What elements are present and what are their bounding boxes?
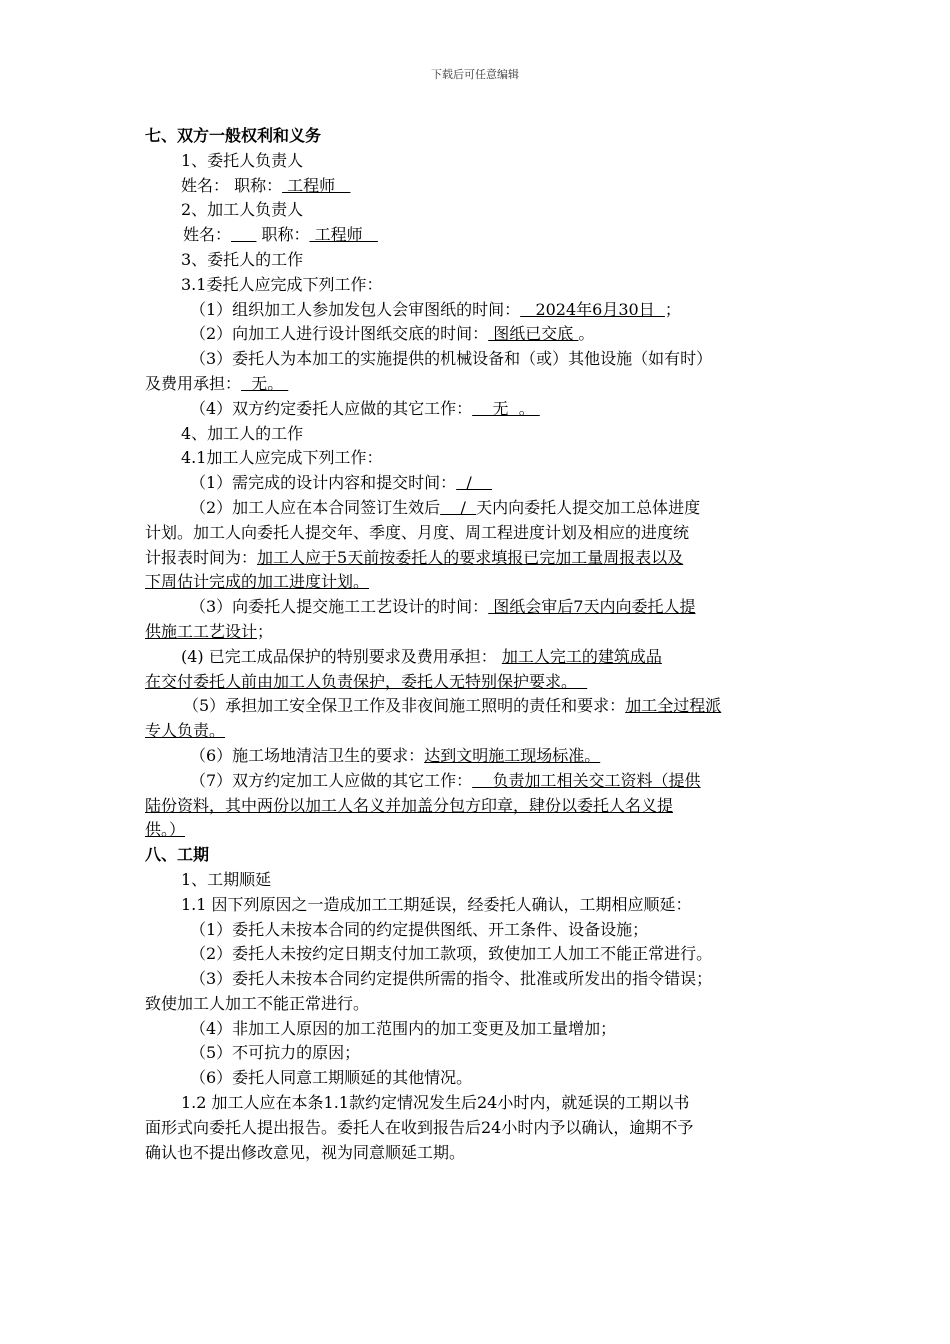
text-segment: （1）组织加工人参加发包人会审图纸的时间： [190,299,521,319]
text-segment: 3.1委托人应完成下列工作： [181,274,383,294]
text-segment: （2）向加工人进行设计图纸交底的时间： [190,324,489,344]
text-line [145,397,810,422]
text-line [145,471,810,496]
text-line [145,446,810,471]
text-segment: （1）委托人未按本合同的约定提供图纸、开工条件、设备设施； [190,919,649,939]
filled-value: 供施工工艺设计 [145,621,258,641]
filled-value: 图纸会审后7天内向委托人提 [488,597,696,617]
text-segment: 职称： [256,225,310,245]
text-line [145,794,810,819]
text-segment: （7）双方约定加工人应做的其它工作： [190,770,473,790]
text-line [145,570,810,595]
text-segment: 计报表时间为： [145,547,258,567]
text-segment: 姓名： [183,225,232,245]
text-segment: （2）委托人未按约定日期支付加工款项，致使加工人加工不能正常进行。 [190,944,713,964]
text-line [145,521,810,546]
text-segment: （4）双方约定委托人应做的其它工作： [190,398,473,418]
text-line [145,595,810,620]
text-line [145,496,810,521]
text-line [145,298,810,323]
text-line [145,769,810,794]
text-segment: 姓名： 职称： [181,175,283,195]
text-segment: 4、加工人的工作 [181,423,304,443]
text-line [145,992,810,1017]
text-segment: （6）委托人同意工期顺延的其他情况。 [190,1068,473,1088]
text-segment: 面形式向委托人提出报告。委托人在收到报告后24小时内予以确认，逾期不予 [145,1117,694,1137]
text-segment: 八、工期 [145,845,210,865]
filled-value: 陆份资料，其中两份以加工人名义并加盖分包方印章，肆份以委托人名义提 [145,795,674,815]
text-segment: 1、工期顺延 [181,869,272,889]
text-line [145,719,810,744]
text-line [145,818,810,843]
text-segment: （3）委托人未按本合同约定提供所需的指令、批准或所发出的指令错误； [190,969,713,989]
section-heading [145,843,810,868]
page-header: 下载后可任意编辑 [431,68,519,81]
text-segment: 天内向委托人提交加工总体进度 [476,497,701,517]
filled-value: 工程师 [282,175,351,195]
text-segment: 1.1 因下列原因之一造成加工工期延误，经委托人确认，工期相应顺延： [181,894,692,914]
filled-value: / [440,497,477,517]
filled-value: 下周估计完成的加工进度计划。 [145,572,370,592]
text-line [145,670,810,695]
text-line [145,645,810,670]
text-line [145,1116,810,1141]
text-segment: 2、加工人负责人 [181,200,304,220]
filled-value: 图纸已交底 [488,324,579,344]
filled-value: 加工人应于5天前按委托人的要求填报已完加工量周报表以及 [257,547,684,567]
text-line [145,1017,810,1042]
text-line [145,1041,810,1066]
text-segment: （6）施工场地清洁卫生的要求： [190,745,425,765]
text-segment: 1.2 加工人应在本条1.1款约定情况发生后24小时内，就延误的工期以书 [181,1093,690,1113]
text-line [145,620,810,645]
text-line [145,893,810,918]
filled-value: 在交付委托人前由加工人负责保护，委托人无特别保护要求。 [145,671,588,691]
text-line [145,372,810,397]
text-segment: 计划。加工人向委托人提交年、季度、月度、周工程进度计划及相应的进度统 [145,522,690,542]
text-line [145,942,810,967]
text-line [145,744,810,769]
text-segment: (4) 已完工成品保护的特别要求及费用承担： [181,646,502,666]
text-segment: 1、委托人负责人 [181,150,304,170]
text-segment: 3、委托人的工作 [181,249,304,269]
contract-body [145,124,810,1165]
filled-value: 专人负责。 [145,721,226,741]
section-heading [145,124,810,149]
text-segment: （4）非加工人原因的加工范围内的加工变更及加工量增加； [190,1018,617,1038]
filled-value: 达到文明施工现场标准。 [424,745,601,765]
text-line [145,1091,810,1116]
text-segment: 4.1加工人应完成下列工作： [181,448,383,468]
text-line [145,546,810,571]
text-line [145,198,810,223]
text-line [145,967,810,992]
text-segment: （3）委托人为本加工的实施提供的机械设备和（或）其他设施（如有时） [190,349,713,369]
text-segment: 致使加工人加工不能正常进行。 [145,993,370,1013]
filled-value: 无。 [241,373,289,393]
text-line [145,322,810,347]
text-line [145,149,810,174]
text-line [145,174,810,199]
text-segment: 及费用承担： [145,373,242,393]
text-segment: 七、双方一般权利和义务 [145,126,322,145]
text-line [145,422,810,447]
filled-value: 工程师 [309,225,378,245]
text-segment: （2）加工人应在本合同签订生效后 [190,497,441,517]
text-line [145,1066,810,1091]
filled-value: 加工全过程派 [625,696,722,716]
text-segment: （3）向委托人提交施工工艺设计的时间： [190,597,489,617]
filled-value: 2024年6月30日 [520,299,665,319]
filled-value: 加工人完工的建筑成品 [501,646,662,666]
text-line [145,273,810,298]
filled-value: 负责加工相关交工资料（提供 [472,770,701,790]
text-line [145,223,810,248]
filled-value: 供。） [145,820,186,840]
filled-value [231,225,256,244]
filled-value: 无 。 [472,398,540,418]
text-segment: ； [664,299,681,319]
text-segment: 确认也不提出修改意见，视为同意顺延工期。 [145,1142,466,1162]
text-line [145,248,810,273]
text-line [145,347,810,372]
text-line [145,868,810,893]
text-line [145,1141,810,1166]
text-segment: 。 [578,324,595,344]
text-segment: （1）需完成的设计内容和提交时间： [190,473,457,493]
text-line [145,918,810,943]
filled-value: / [456,473,493,493]
text-line [145,694,810,719]
text-segment: ； [257,621,274,641]
text-segment: （5）承担加工安全保卫工作及非夜间施工照明的责任和要求： [183,696,626,716]
text-segment: （5）不可抗力的原因； [190,1043,361,1063]
